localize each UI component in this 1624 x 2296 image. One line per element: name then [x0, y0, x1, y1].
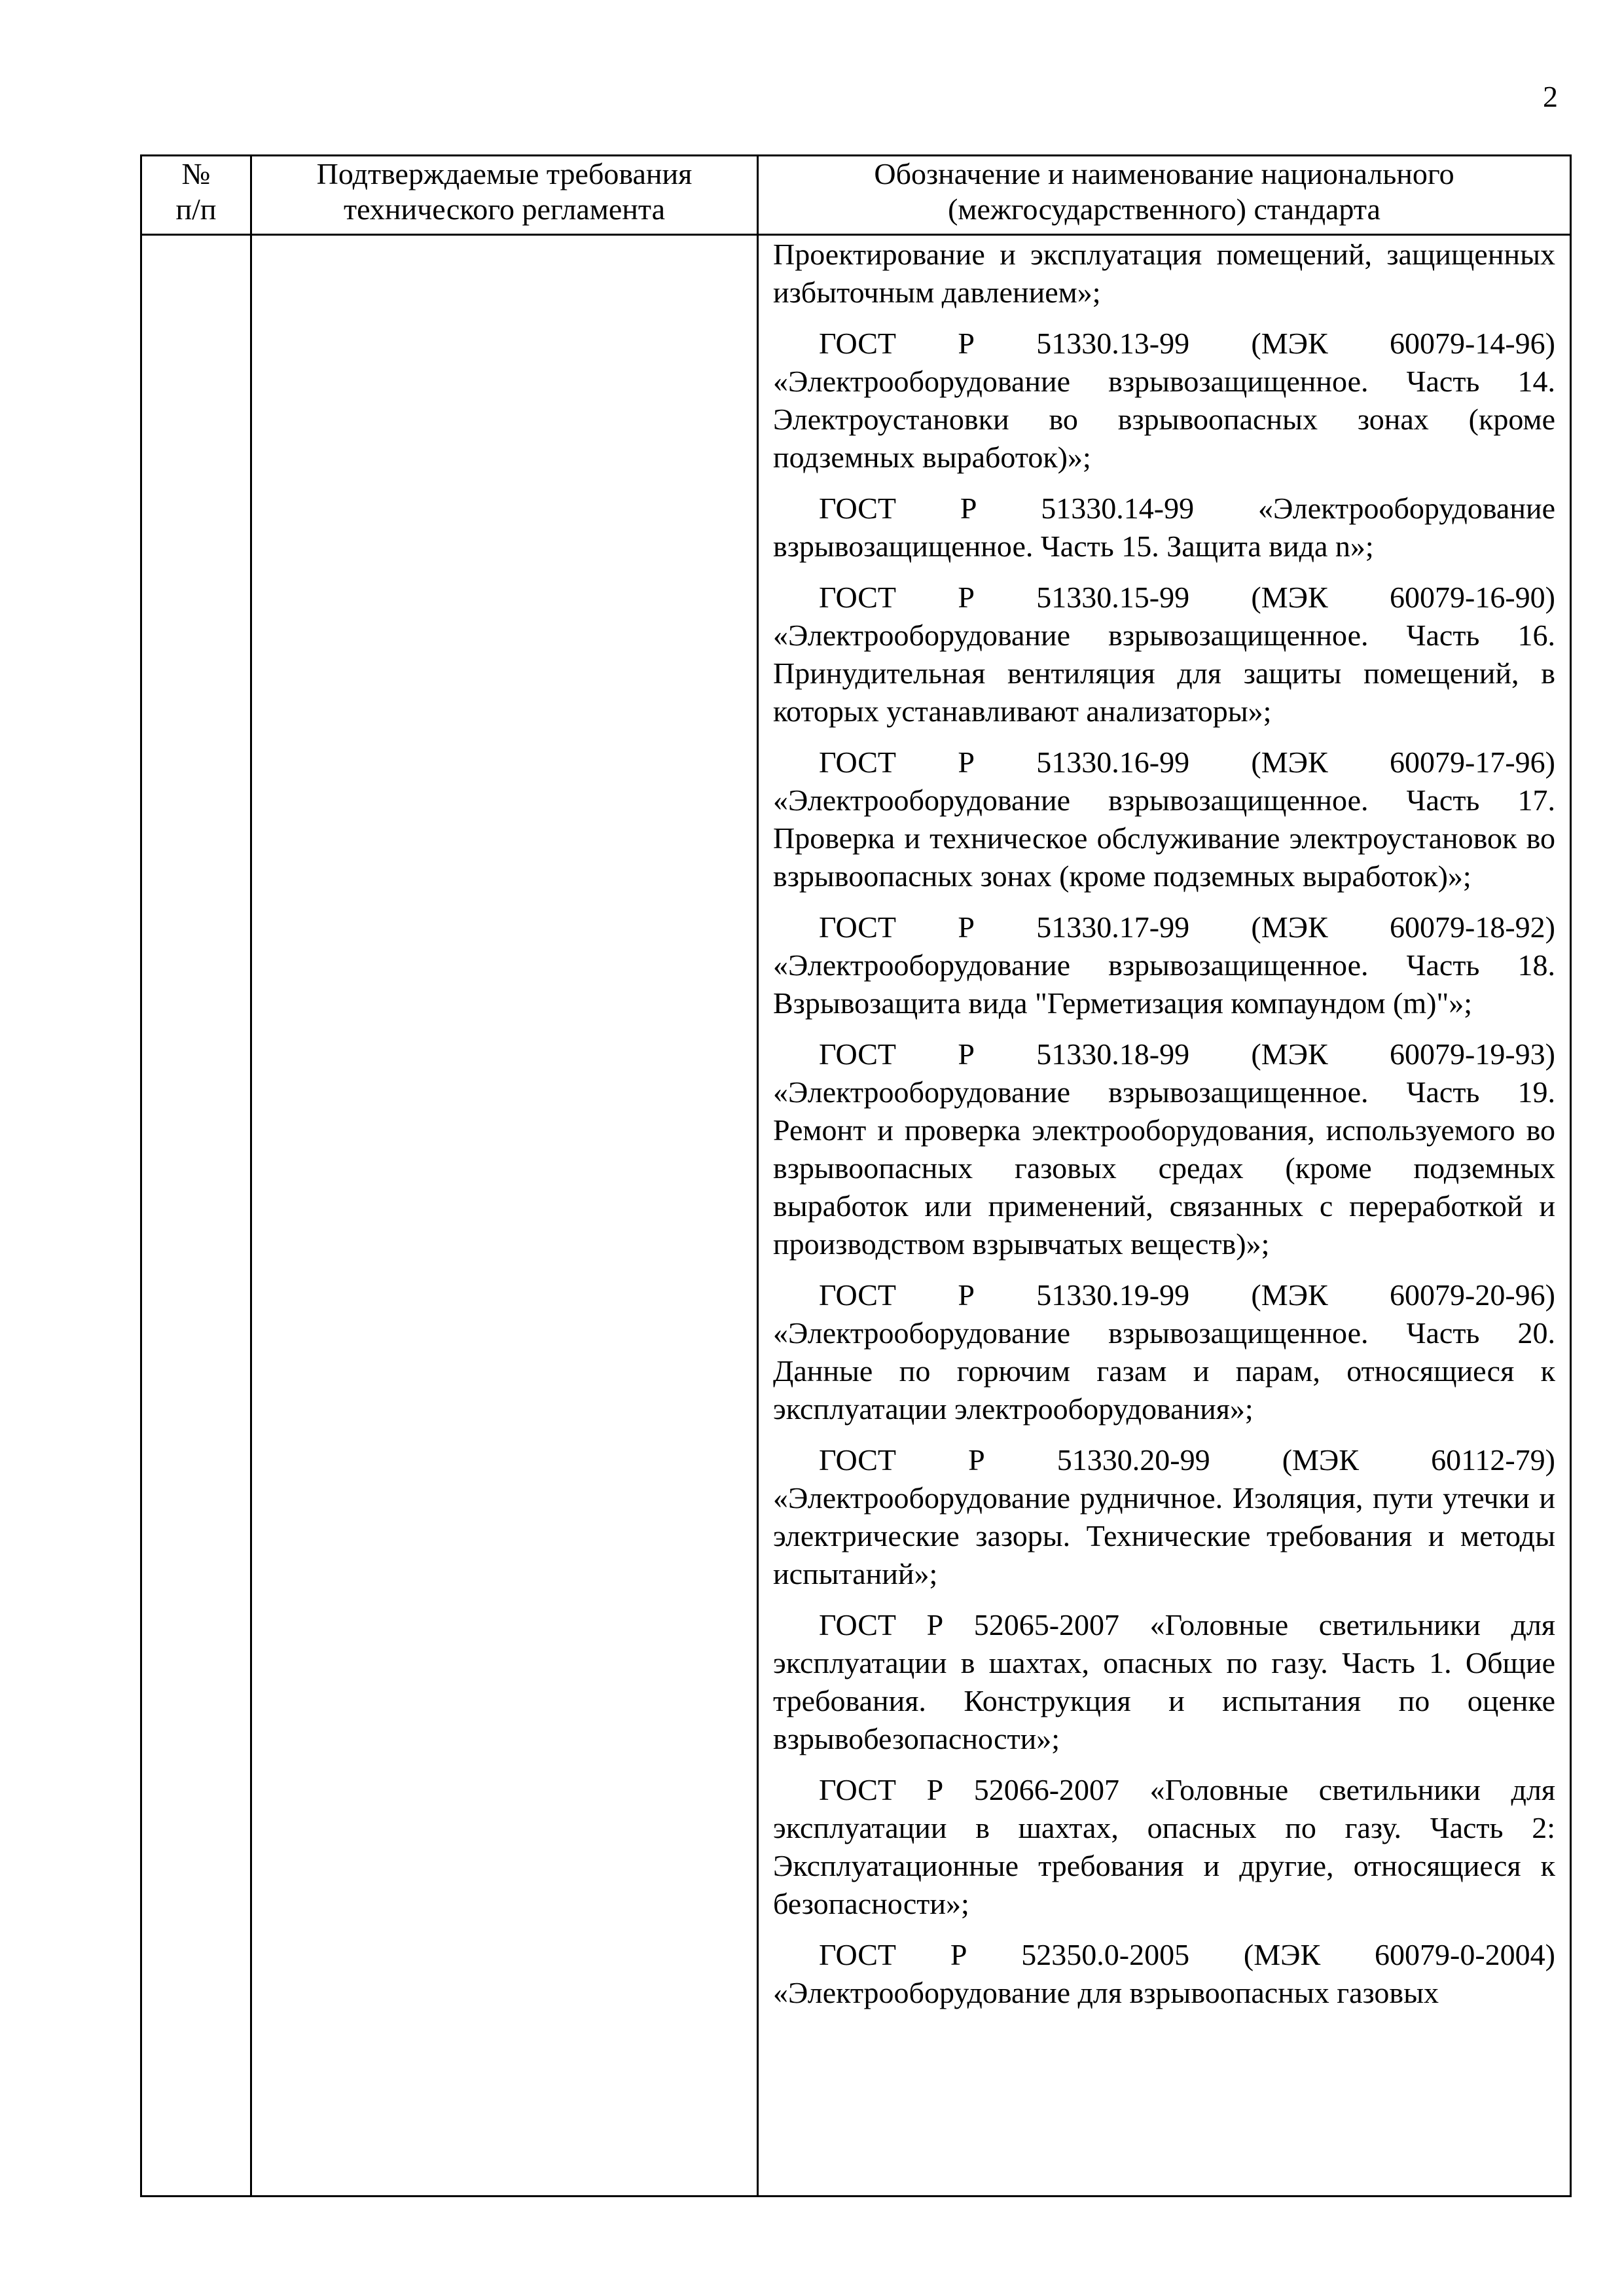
requirements-cell: [251, 235, 758, 2197]
standard-entry: ГОСТ Р 51330.17-99 (МЭК 60079-18-92) «Электрооборудование взрывозащищенное. Часть 18. Взрывозащита вида "Герметизация компаундом (m)"»;: [773, 910, 1555, 1020]
standard-entry: ГОСТ Р 51330.20-99 (МЭК 60112-79) «Электрооборудование рудничное. Изоляция, пути утечки и электрические зазоры. Технические требования и методы испытаний»;: [773, 1443, 1555, 1590]
standard-entry: ГОСТ Р 51330.19-99 (МЭК 60079-20-96) «Электрооборудование взрывозащищенное. Часть 20. Данные по горючим газам и парам, относящиеся к эксплуатации электрооборудования»;: [773, 1278, 1555, 1426]
header-requirements-line-2: технического регламента: [343, 192, 666, 226]
standard-entry: ГОСТ Р 52066-2007 «Головные светильники для эксплуатации в шахтах, опасных по газу. Часть 2: Эксплуатационные требования и другие, относящиеся к безопасности»;: [773, 1773, 1555, 1920]
standards-table: [140, 154, 1572, 2197]
number-cell: [141, 235, 251, 2197]
standard-entry: ГОСТ Р 52065-2007 «Головные светильники для эксплуатации в шахтах, опасных по газу. Часть 1. Общие требования. Конструкция и испытания по оценке взрывобезопасности»;: [773, 1608, 1555, 1755]
standard-entry: ГОСТ Р 52350.0-2005 (МЭК 60079-0-2004) «Электрооборудование для взрывоопасных газовых: [773, 1938, 1555, 2009]
standard-entry: ГОСТ Р 51330.14-99 «Электрооборудование взрывозащищенное. Часть 15. Защита вида n»;: [773, 492, 1555, 563]
header-number-line-2: п/п: [175, 192, 217, 226]
header-number-line-1: №: [181, 157, 211, 190]
header-standard: [758, 156, 1571, 235]
standard-entry: Проектирование и эксплуатация помещений, защищенных избыточным давлением»;: [773, 238, 1555, 309]
header-requirements-line-1: Подтверждаемые требования: [316, 157, 693, 190]
table-header-row: [141, 156, 1571, 235]
standard-entry: ГОСТ Р 51330.15-99 (МЭК 60079-16-90) «Электрооборудование взрывозащищенное. Часть 16. Принудительная вентиляция для защиты помещений, в которых устанавливают анализаторы»;: [773, 581, 1555, 728]
standard-entry: ГОСТ Р 51330.18-99 (МЭК 60079-19-93) «Электрооборудование взрывозащищенное. Часть 19. Ремонт и проверка электрооборудования, используемого во взрывоопасных газовых средах (кроме подземных выработок или применений, связанных с переработкой и производством взрывчатых веществ)»;: [773, 1037, 1555, 1261]
header-standard-line-1: Обозначение и наименование национального: [874, 157, 1454, 190]
standards-cell: [758, 235, 1571, 2197]
standard-entry: ГОСТ Р 51330.16-99 (МЭК 60079-17-96) «Электрооборудование взрывозащищенное. Часть 17. Проверка и техническое обслуживание электроустановок во взрывоопасных зонах (кроме подземных выработок)»;: [773, 745, 1555, 893]
header-standard-line-2: (межгосударственного) стандарта: [948, 192, 1380, 226]
table-row: [141, 235, 1571, 2197]
header-number: [141, 156, 251, 235]
page-number: 2: [1543, 80, 1558, 113]
standard-entry: ГОСТ Р 51330.13-99 (МЭК 60079-14-96) «Электрооборудование взрывозащищенное. Часть 14. Электроустановки во взрывоопасных зонах (кроме подземных выработок)»;: [773, 327, 1555, 474]
header-requirements: [251, 156, 758, 235]
